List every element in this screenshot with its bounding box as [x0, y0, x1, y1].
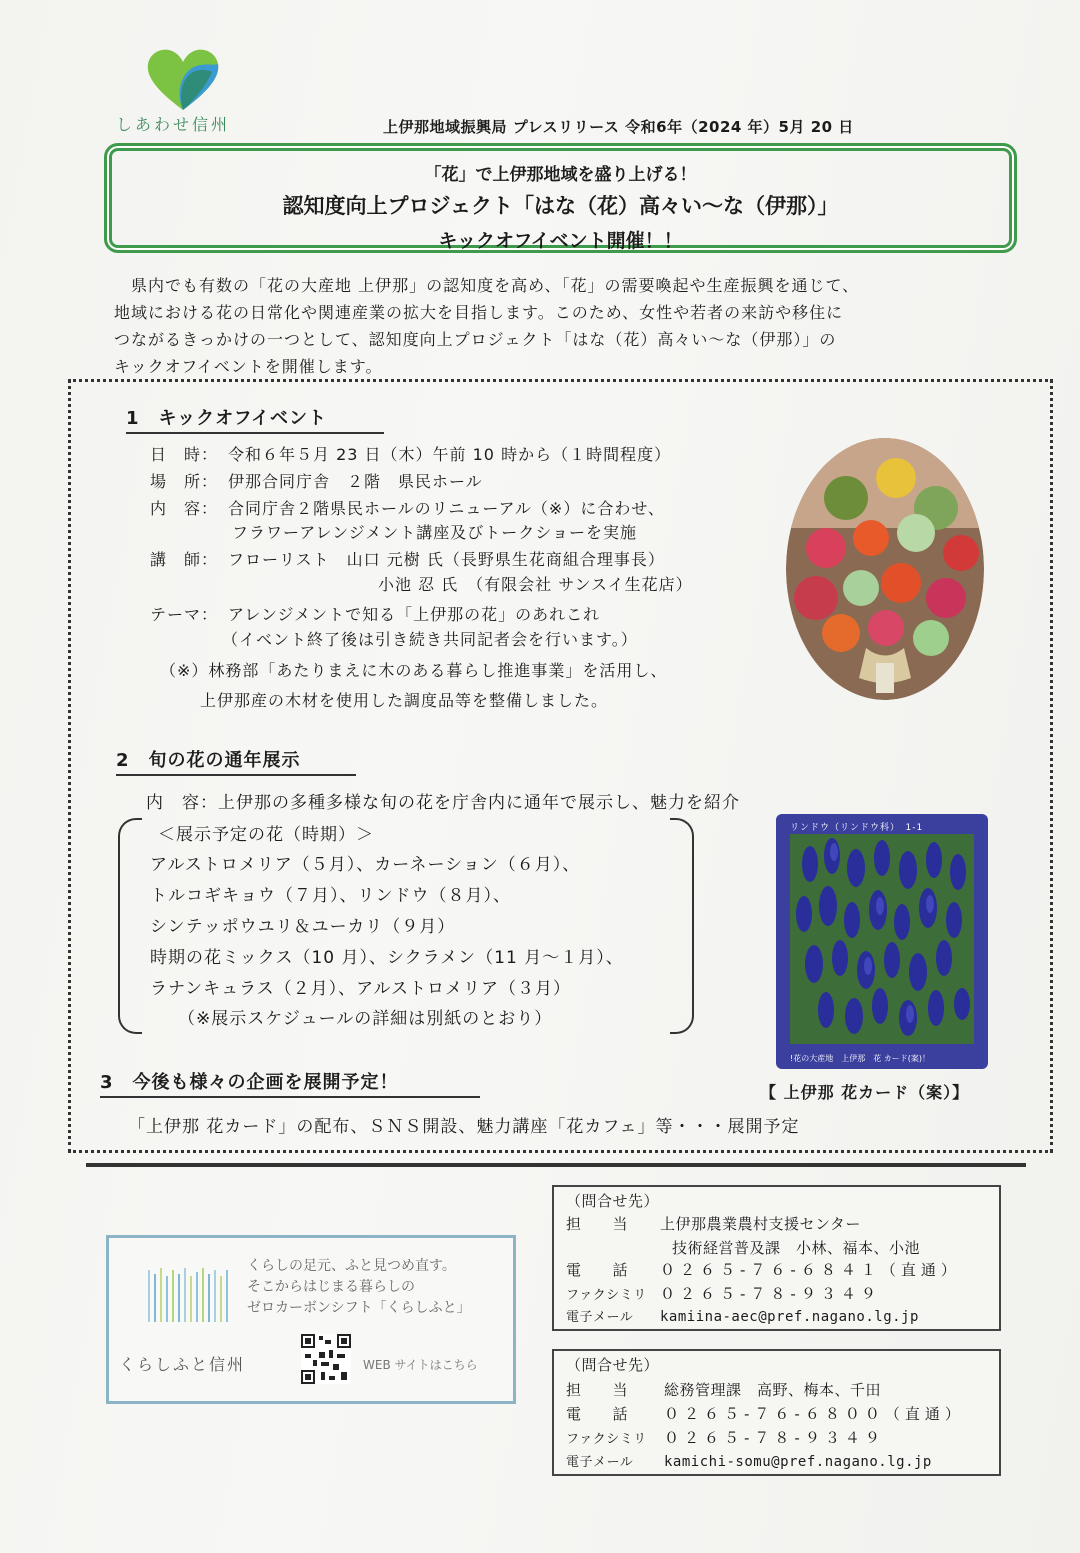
flower-list-item: ラナンキュラス（２月）、アルストロメリア（３月）	[150, 979, 571, 999]
theme-row	[150, 602, 600, 625]
qr-code-icon[interactable]	[301, 1334, 351, 1384]
title-line-3: キックオフイベント開催！！	[438, 230, 683, 252]
person-label: 担 当	[566, 1215, 629, 1233]
date-value: 令和６年５月 23 日（木）午前 10 時から（１時間程度）	[228, 445, 672, 464]
date-row	[150, 442, 671, 465]
section1-heading: 1 キックオフイベント	[126, 404, 384, 434]
person-value: 総務管理課 高野、梅本、千田	[664, 1381, 882, 1399]
section2-content: 内 容：上伊那の多種多様な旬の花を庁舎内に通年で展示し、魅力を紹介	[146, 793, 740, 813]
person-label: 担 当	[566, 1381, 629, 1399]
place-value: 伊那合同庁舎 ２階 県民ホール	[228, 472, 483, 491]
theme-label: テーマ：	[150, 605, 219, 624]
flower-list-note: （※展示スケジュールの詳細は別紙のとおり）	[178, 1009, 553, 1029]
fax-value: ０２６５-７８-９３４９	[664, 1429, 885, 1447]
lecturer-row	[150, 547, 665, 570]
kurashift-line: ゼロカーボンシフト「くらしふと」	[247, 1300, 471, 1316]
bracket-left	[118, 818, 142, 1034]
content-row	[150, 496, 665, 519]
kurashift-text	[247, 1256, 471, 1319]
person-value: 上伊那農業農村支援センター	[660, 1215, 861, 1233]
note-line-1: （※）林務部「あたりまえに木のある暮らし推進事業」を活用し、	[160, 661, 668, 680]
intro-line: つながるきっかけの一つとして、認知度向上プロジェクト「はな（花）高々い〜な（伊那）」の	[114, 330, 837, 349]
card-bottom-label: !花の大産地 上伊那 花 カード(案)！	[790, 1054, 930, 1063]
note-line-2: 上伊那産の木材を使用した調度品等を整備しました。	[200, 691, 609, 710]
theme-value-2: （イベント終了後は引き続き共同記者会を行います。）	[222, 630, 638, 649]
title-line-2: 認知度向上プロジェクト「はな（花）高々い〜な（伊那）」	[282, 194, 839, 218]
flower-list-item: アルストロメリア（５月）、カーネーション（６月）、	[150, 855, 581, 875]
web-site-link[interactable]: WEB サイトはこちら	[363, 1358, 478, 1372]
flower-list-item: シンテッポウユリ＆ユーカリ（９月）	[150, 917, 456, 937]
fax-label: ファクシミリ	[566, 1432, 647, 1447]
card-top-label: リンドウ（リンドウ科） 1-1	[790, 823, 924, 833]
content-label: 内 容：	[150, 499, 219, 518]
intro-line: 県内でも有数の「花の大産地 上伊那」の認知度を高め、「花」の需要喚起や生産振興を通じて、	[114, 276, 860, 295]
lecturer-value: フローリスト 山口 元樹 氏（長野県生花商組合理事長）	[228, 550, 665, 569]
theme-value: アレンジメントで知る「上伊那の花」のあれこれ	[228, 605, 601, 624]
divider	[86, 1163, 1026, 1167]
flower-arrangement-photo	[786, 438, 984, 700]
release-line: 上伊那地域振興局 プレスリリース 令和6年（2024 年）5月 20 日	[383, 118, 854, 136]
content-value: 合同庁舎２階県民ホールのリニューアル（※）に合わせ、	[228, 499, 665, 518]
tel-label: 電 話	[566, 1261, 629, 1279]
date-label: 日 時：	[150, 445, 219, 464]
flower-list-item: 時期の花ミックス（10 月）、シクラメン（11 月〜１月）、	[150, 948, 624, 968]
contact-box-1	[552, 1185, 1001, 1331]
place-label: 場 所：	[150, 472, 219, 491]
flower-card-image	[776, 814, 988, 1069]
kurashift-line: くらしの足元、ふと見つめ直す。	[247, 1258, 456, 1274]
mail-value[interactable]: kamiina-aec@pref.nagano.lg.jp	[660, 1309, 919, 1325]
flower-list-item: トルコギキョウ（７月）、リンドウ（８月）、	[150, 886, 511, 906]
heart-logo-icon	[146, 46, 220, 112]
bracket-right	[670, 818, 694, 1034]
flower-list-title: ＜展示予定の花（時期）＞	[158, 825, 374, 845]
contact-box-2	[552, 1349, 1001, 1476]
lecturer-value-2: 小池 忍 氏 （有限会社 サンスイ生花店）	[378, 575, 693, 594]
mail-value[interactable]: kamichi-somu@pref.nagano.lg.jp	[664, 1454, 932, 1470]
kurashift-logo-icon	[143, 1260, 237, 1330]
mail-label: 電子メール	[566, 1310, 634, 1325]
contact-heading: （問合せ先）	[566, 1356, 660, 1374]
title-line-1: 「花」で上伊那地域を盛り上げる！	[424, 165, 697, 185]
kurashift-line: そこからはじまる暮らしの	[247, 1279, 415, 1295]
place-row	[150, 469, 483, 492]
section2-heading: 2 旬の花の通年展示	[116, 746, 356, 776]
content-value-2: フラワーアレンジメント講座及びトークショーを実施	[232, 523, 637, 542]
gentian-flower-photo	[790, 834, 974, 1044]
contact-heading: （問合せ先）	[566, 1192, 660, 1210]
card-caption: 【 上伊那 花カード（案）】	[760, 1083, 970, 1102]
lecturer-label: 講 師：	[150, 550, 219, 569]
intro-paragraph	[114, 272, 1009, 380]
kurashift-logo-text: くらしふと信州	[119, 1355, 246, 1374]
tel-label: 電 話	[566, 1405, 629, 1423]
section3-heading: 3 今後も様々の企画を展開予定！	[100, 1068, 480, 1098]
logo-text: しあわせ信州	[116, 115, 231, 134]
title-box	[104, 143, 1017, 253]
section3-text: 「上伊那 花カード」の配布、ＳＮＳ開設、魅力講座「花カフェ」等・・・展開予定	[128, 1117, 800, 1137]
fax-label: ファクシミリ	[566, 1288, 647, 1303]
tel-value: ０２６５-７６-６８４１（直通）	[660, 1261, 961, 1279]
mail-label: 電子メール	[566, 1455, 634, 1470]
intro-line: 地域における花の日常化や関連産業の拡大を目指します。このため、女性や若者の来訪や移住に	[114, 303, 844, 322]
person-value-2: 技術経営普及課 小林、福本、小池	[672, 1239, 921, 1257]
kurashift-box	[106, 1235, 516, 1404]
tel-value: ０２６５-７６-６８００（直通）	[664, 1405, 965, 1423]
intro-line: キックオフイベントを開催します。	[114, 357, 383, 376]
fax-value: ０２６５-７８-９３４９	[660, 1285, 881, 1303]
